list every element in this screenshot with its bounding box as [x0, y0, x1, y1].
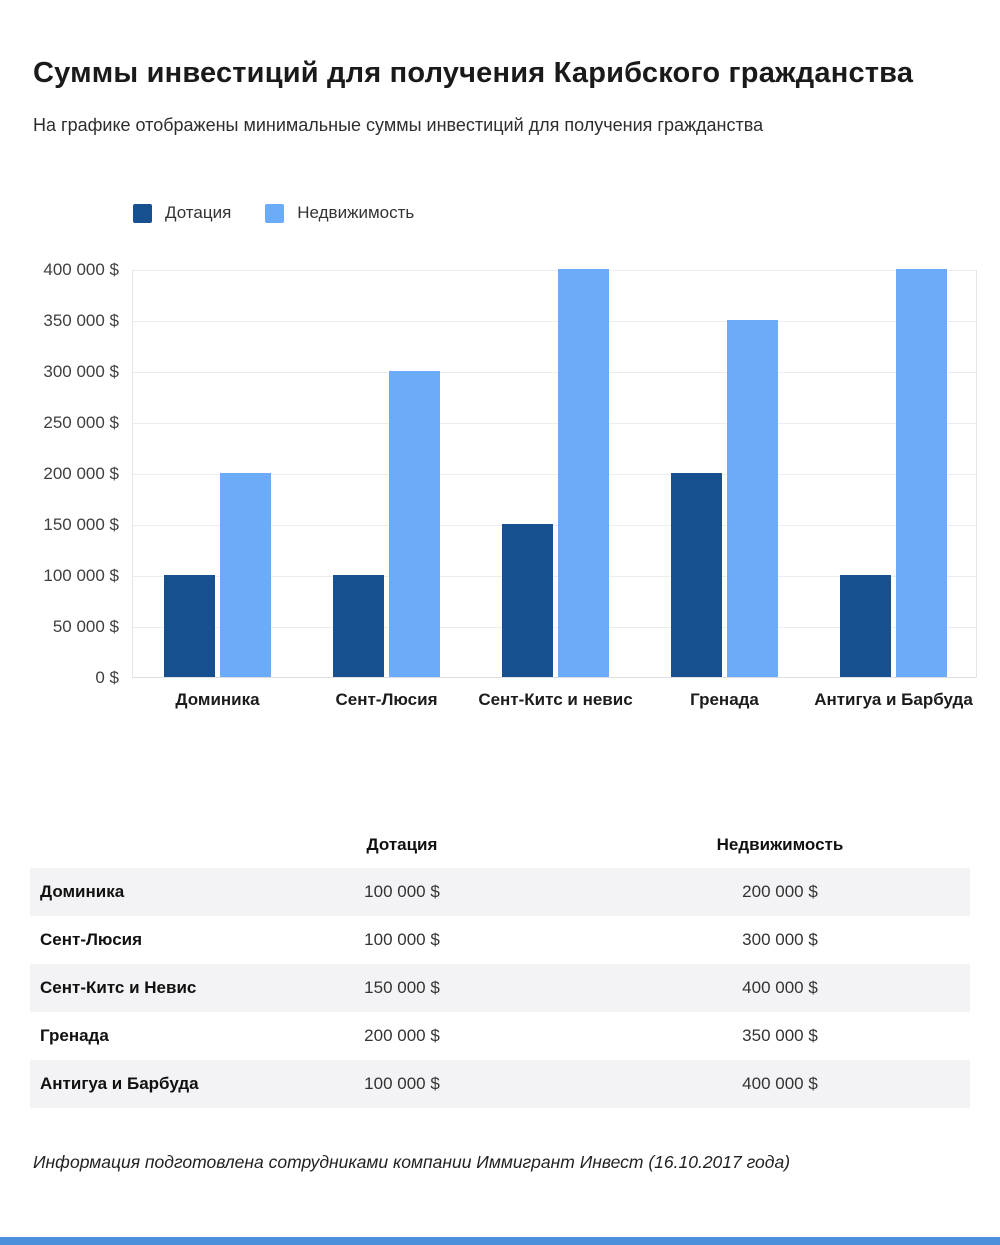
legend-item-real-estate	[265, 203, 414, 223]
gridline	[133, 372, 976, 373]
table-row	[30, 1012, 970, 1060]
x-axis-category-label: Гренада	[690, 690, 759, 709]
cell-name: Сент-Люсия	[40, 930, 143, 949]
bar-real-estate-2	[558, 269, 609, 677]
cell-name: Гренада	[40, 1026, 109, 1045]
bar-real-estate-0	[220, 473, 271, 677]
y-axis-tick-label: 350 000 $	[43, 311, 119, 330]
cell-grant: 100 000 $	[364, 1074, 440, 1093]
cell-real_estate: 400 000 $	[742, 1074, 818, 1093]
chart-legend	[133, 203, 414, 223]
gridline	[133, 321, 976, 322]
real-estate-swatch-icon	[265, 204, 284, 223]
gridline	[133, 677, 976, 678]
cell-name: Доминика	[40, 882, 125, 901]
gridline	[133, 270, 976, 271]
bar-grant-3	[671, 473, 722, 677]
source-footnote: Информация подготовлена сотрудниками компании Иммигрант Инвест (16.10.2017 года)	[33, 1152, 791, 1172]
gridline	[133, 423, 976, 424]
bar-grant-2	[502, 524, 553, 677]
y-axis-tick-label: 200 000 $	[43, 464, 119, 483]
table-header-row	[30, 822, 970, 868]
legend-label-grant: Дотация	[165, 203, 232, 222]
bar-grant-1	[333, 575, 384, 677]
y-axis-tick-label: 150 000 $	[43, 515, 119, 534]
cell-real_estate: 350 000 $	[742, 1026, 818, 1045]
cell-real_estate: 300 000 $	[742, 930, 818, 949]
table-body	[30, 868, 970, 1108]
page-subtitle: На графике отображены минимальные суммы инвестиций для получения гражданства	[33, 115, 764, 135]
table-row	[30, 916, 970, 964]
data-table	[30, 822, 970, 1108]
table-row	[30, 868, 970, 916]
chart-plot-area	[43, 260, 977, 709]
table-row	[30, 1060, 970, 1108]
cell-grant: 150 000 $	[364, 978, 440, 997]
bar-real-estate-3	[727, 320, 778, 677]
cell-grant: 200 000 $	[364, 1026, 440, 1045]
cell-name: Антигуа и Барбуда	[40, 1074, 199, 1093]
legend-item-grant	[133, 203, 231, 223]
bar-grant-0	[164, 575, 215, 677]
cell-grant: 100 000 $	[364, 930, 440, 949]
bar-grant-4	[840, 575, 891, 677]
x-axis-category-label: Сент-Люсия	[335, 690, 438, 709]
x-axis-category-label: Антигуа и Барбуда	[814, 690, 973, 709]
table-header-real-estate: Недвижимость	[716, 835, 844, 854]
x-axis-category-label: Сент-Китс и невис	[478, 690, 633, 709]
y-axis-tick-label: 300 000 $	[43, 362, 119, 381]
y-axis-tick-label: 0 $	[95, 668, 119, 687]
x-axis-category-label: Доминика	[175, 690, 260, 709]
bar-real-estate-1	[389, 371, 440, 677]
cell-name: Сент-Китс и Невис	[40, 978, 197, 997]
y-axis-tick-label: 250 000 $	[43, 413, 119, 432]
cell-real_estate: 200 000 $	[742, 882, 818, 901]
bar-real-estate-4	[896, 269, 947, 677]
table-row	[30, 964, 970, 1012]
cell-real_estate: 400 000 $	[742, 978, 818, 997]
legend-label-real-estate: Недвижимость	[297, 203, 415, 222]
bottom-accent-bar	[0, 1237, 1000, 1245]
cell-grant: 100 000 $	[364, 882, 440, 901]
page-title: Суммы инвестиций для получения Карибского гражданства	[33, 57, 914, 89]
grant-swatch-icon	[133, 204, 152, 223]
table-header-grant: Дотация	[366, 835, 438, 854]
y-axis-tick-label: 400 000 $	[43, 260, 119, 279]
y-axis-tick-label: 100 000 $	[43, 566, 119, 585]
y-axis-tick-label: 50 000 $	[52, 617, 119, 636]
